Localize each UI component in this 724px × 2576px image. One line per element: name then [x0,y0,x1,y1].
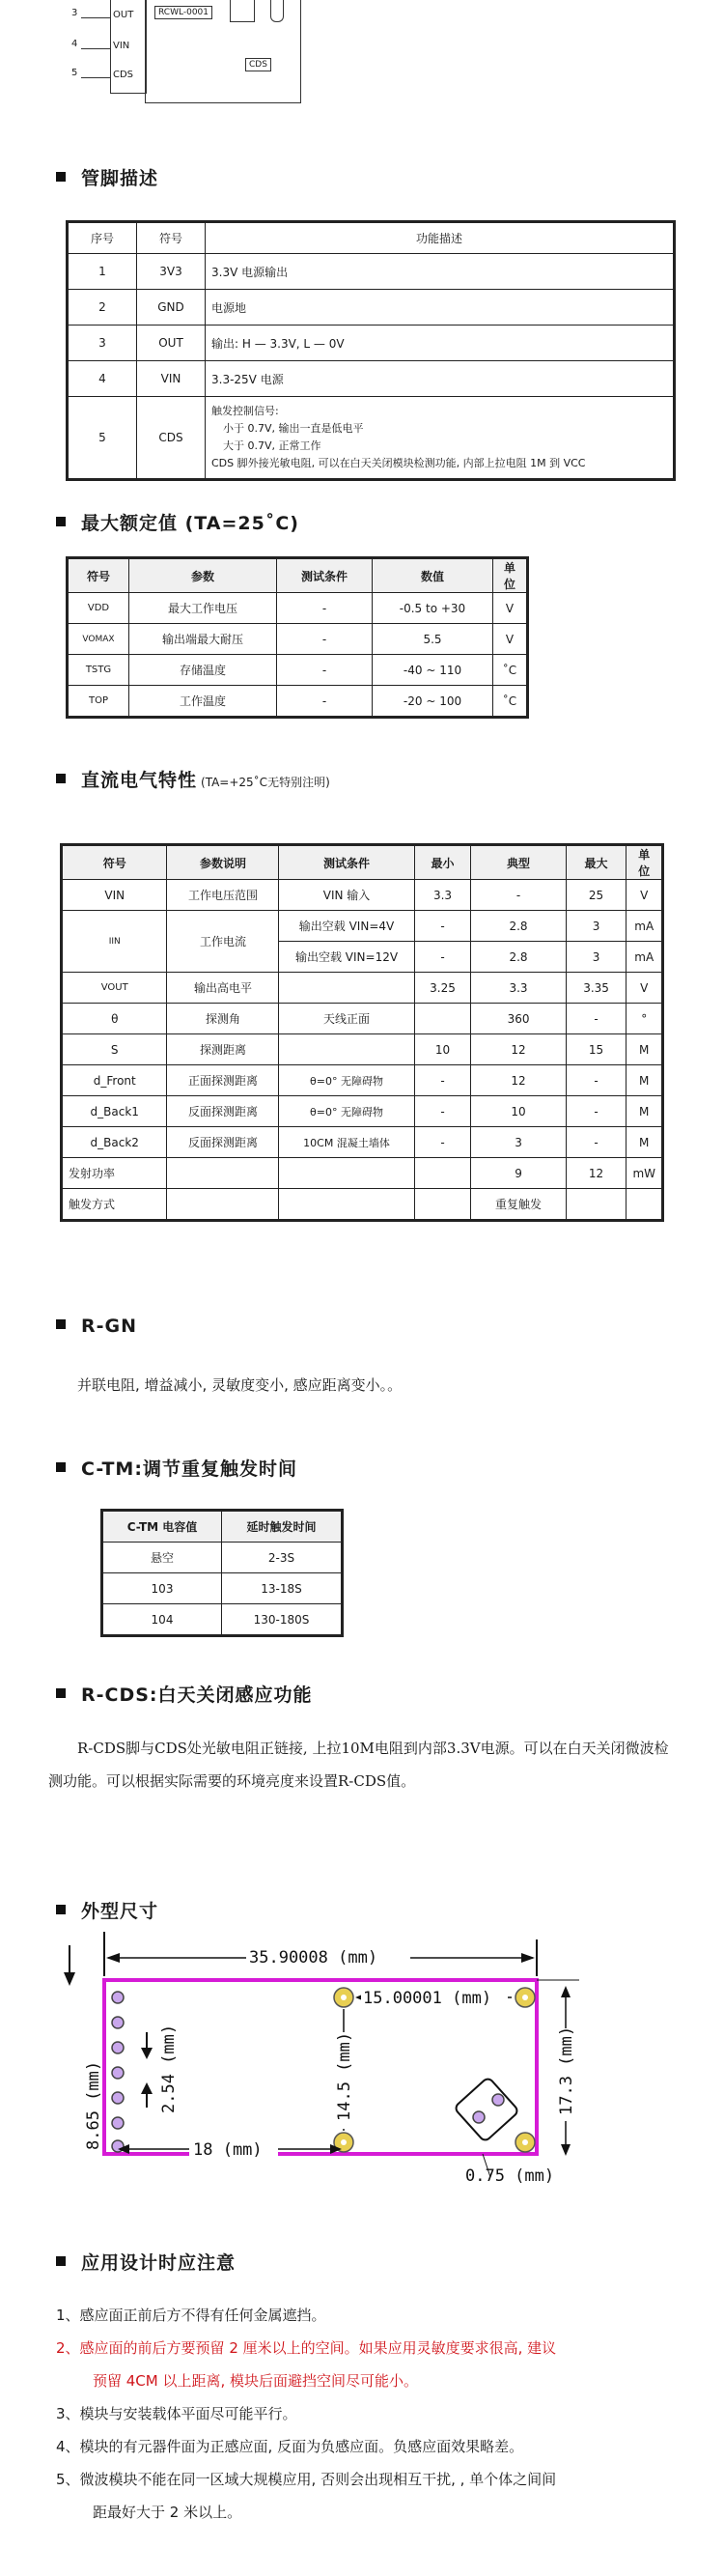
table-cell: M [627,1065,663,1096]
table-cell: 最大工作电压 [129,593,277,624]
table-cell: OUT [137,326,206,361]
table-row [68,361,675,397]
table-cell: 3.25 [414,973,471,1004]
rcds-line: 测功能。可以根据实际需要的环境亮度来设置R-CDS值。 [48,1772,416,1790]
table-cell: ˚C [493,686,528,718]
table-cell [167,1158,279,1189]
table-cell: 3.3 [414,880,471,911]
table-row [102,1604,343,1636]
pin-header [112,1992,124,2152]
table-cell: 2-3S [222,1543,343,1573]
pin-label-out: OUT [113,10,134,20]
table-row [68,290,675,326]
table-cell: 12 [471,1065,566,1096]
table-cell: - [566,1096,627,1127]
table-cell: 10 [414,1034,471,1065]
table-cell: 天线正面 [279,1004,414,1034]
table-header: 序号 [68,222,137,254]
table-cell: 3.3V 电源输出 [206,254,675,290]
table-header-row [68,222,675,254]
pin-number-4: 4 [71,39,78,49]
table-cell: V [493,593,528,624]
table-row [68,326,675,361]
table-row [62,1004,663,1034]
cds-desc-line: 小于 0.7V, 输出一直是低电平 [223,422,364,435]
table-cell: θ=0° 无障碍物 [279,1065,414,1096]
dim-section-title: 外型尺寸 [56,1897,158,1923]
table-cell: mA [627,911,663,942]
top-fragment [0,0,724,106]
note-item: 预留 4CM 以上距离, 模块后面避挡空间尽可能小。 [93,2372,419,2390]
rcds-line: R-CDS脚与CDS处光敏电阻正链接, 上拉10M电阻到内部3.3V电源。可以在白天关闭微波检 [77,1740,669,1757]
table-cell: V [627,880,663,911]
table-cell [206,397,675,480]
table-cell: θ [62,1004,167,1034]
table-cell: 输出空载 VIN=4V [279,911,414,942]
table-cell: 输出: H — 3.3V, L — 0V [206,326,675,361]
table-header: 测试条件 [279,845,414,880]
table-cell: 触发方式 [62,1189,167,1221]
cds-desc-line: 大于 0.7V, 正常工作 [223,439,321,452]
table-cell: IIN [62,911,167,973]
table-row [62,1158,663,1189]
table-header: 参数说明 [167,845,279,880]
table-cell: 5.5 [373,624,493,655]
table-cell [566,1189,627,1221]
table-cell: 25 [566,880,627,911]
table-cell: d_Back2 [62,1127,167,1158]
table-cell: 工作温度 [129,686,277,718]
table-cell: 2 [68,290,137,326]
table-cell: - [277,686,373,718]
table-cell: VIN [137,361,206,397]
table-cell: VIN 输入 [279,880,414,911]
cds-desc-line: CDS 脚外接光敏电阻, 可以在白天关闭模块检测功能, 内部上拉电阻 1M 到 VCC [211,457,586,469]
table-row [102,1543,343,1573]
table-row [68,593,528,624]
table-header: 数值 [373,558,493,593]
table-cell: - [414,1127,471,1158]
table-cell: -0.5 to +30 [373,593,493,624]
table-row [62,1065,663,1096]
table-cell: VOMAX [68,624,129,655]
table-row [62,911,663,942]
sensor-outline [454,2077,519,2142]
table-cell: 悬空 [102,1543,222,1573]
rgn-text: 并联电阻, 增益减小, 灵敏度变小, 感应距离变小。。 [77,1376,403,1394]
table-cell: VIN [62,880,167,911]
table-cell: - [414,1065,471,1096]
table-row [68,624,528,655]
table-cell: ° [627,1004,663,1034]
table-cell: 9 [471,1158,566,1189]
offset-label: 18 (mm) [193,2140,263,2160]
rcds-text [48,1735,695,1795]
table-cell [279,1158,414,1189]
note-item: 距最好大于 2 米以上。 [93,2504,242,2521]
ctm-section-title: C-TM:调节重复触发时间 [56,1455,297,1481]
table-cell: 反面探测距离 [167,1096,279,1127]
table-cell: - [277,655,373,686]
table-cell: 工作电压范围 [167,880,279,911]
table-cell: GND [137,290,206,326]
table-cell: 360 [471,1004,566,1034]
table-cell: VDD [68,593,129,624]
note-item: 2、感应面的前后方要预留 2 厘米以上的空间。如果应用灵敏度要求很高, 建议 [56,2339,557,2357]
table-cell: -20 ~ 100 [373,686,493,718]
table-cell: 输出端最大耐压 [129,624,277,655]
table-header: 符号 [137,222,206,254]
table-row [68,254,675,290]
inner-height-label: 14.5 (mm) [335,2031,354,2121]
table-cell: - [277,593,373,624]
table-cell [414,1158,471,1189]
table-cell: - [277,624,373,655]
table-cell: 4 [68,361,137,397]
table-cell: VOUT [62,973,167,1004]
cds-label: CDS [245,58,271,71]
ctm-table [100,1509,344,1637]
length-label: 35.90008 (mm) [249,1948,378,1967]
table-cell [414,1004,471,1034]
table-cell: 存储温度 [129,655,277,686]
table-cell: 输出高电平 [167,973,279,1004]
table-cell: M [627,1127,663,1158]
table-cell: CDS [137,397,206,480]
table-cell: 探测角 [167,1004,279,1034]
table-row [68,655,528,686]
table-cell [167,1189,279,1221]
table-cell: 反面探测距离 [167,1127,279,1158]
table-cell: TSTG [68,655,129,686]
total-height-label: 17.3 (mm) [557,2025,576,2115]
note-item: 4、模块的有元器件面为正感应面, 反面为负感应面。负感应面效果略差。 [56,2438,524,2455]
hole-spacing-label: 15.00001 (mm) [363,1989,492,2008]
table-cell: 输出空载 VIN=12V [279,942,414,973]
table-cell: 3.3-25V 电源 [206,361,675,397]
table-cell: 3.3 [471,973,566,1004]
table-cell: 重复触发 [471,1189,566,1221]
table-row [62,880,663,911]
pin-number-5: 5 [71,68,78,78]
table-header: 单位 [627,845,663,880]
note-item: 5、微波模块不能在同一区域大规模应用, 否则会出现相互干扰, , 单个体之间间 [56,2471,557,2488]
table-cell: d_Front [62,1065,167,1096]
table-header: 延时触发时间 [222,1511,343,1543]
table-row [62,1189,663,1221]
pin-table [66,220,676,481]
table-cell: 12 [471,1034,566,1065]
table-cell: 3 [566,911,627,942]
table-header: 典型 [471,845,566,880]
table-row [62,1127,663,1158]
dc-table [60,843,664,1222]
table-cell: - [566,1065,627,1096]
table-cell: 12 [566,1158,627,1189]
height-label: 8.65 (mm) [84,2060,103,2150]
table-cell: - [471,880,566,911]
table-cell: 103 [102,1573,222,1604]
table-row [62,973,663,1004]
table-cell: 探测距离 [167,1034,279,1065]
chip-label: RCWL-0001 [154,6,212,19]
table-row [68,397,675,480]
rgn-section-title: R-GN [56,1316,137,1337]
table-header-row [62,845,663,880]
table-header: 最大 [566,845,627,880]
table-cell: 5 [68,397,137,480]
table-cell: d_Back1 [62,1096,167,1127]
max-rating-table [66,556,529,719]
table-cell: S [62,1034,167,1065]
notes-list [56,2299,556,2529]
table-cell: M [627,1034,663,1065]
table-header: 测试条件 [277,558,373,593]
dc-section-title: 直流电气特性 (TA=+25˚C无特别注明) [56,766,330,792]
table-cell: 工作电流 [167,911,279,973]
dc-section-subtitle: (TA=+25˚C无特别注明) [201,776,330,789]
table-header: 单位 [493,558,528,593]
table-cell: 10 [471,1096,566,1127]
table-cell: 130-180S [222,1604,343,1636]
table-header: C-TM 电容值 [102,1511,222,1543]
table-cell: 发射功率 [62,1158,167,1189]
table-cell: V [627,973,663,1004]
table-cell [627,1189,663,1221]
max-section-title: 最大额定值 (TA=25˚C) [56,509,299,535]
table-header: 符号 [62,845,167,880]
table-cell: - [414,942,471,973]
note-item: 3、模块与安装载体平面尽可能平行。 [56,2405,297,2422]
table-row [68,686,528,718]
table-header: 功能描述 [206,222,675,254]
table-cell: 3 [471,1127,566,1158]
table-cell: M [627,1096,663,1127]
table-cell: 104 [102,1604,222,1636]
table-cell: TOP [68,686,129,718]
table-cell: mA [627,942,663,973]
notes-section-title: 应用设计时应注意 [56,2249,236,2275]
table-header: 最小 [414,845,471,880]
pin-label-cds: CDS [113,70,134,80]
table-cell: 2.8 [471,911,566,942]
table-cell: 1 [68,254,137,290]
dimension-drawing [0,1932,724,2212]
pin-section-title: 管脚描述 [56,164,158,190]
table-cell: θ=0° 无障碍物 [279,1096,414,1127]
table-cell: 正面探测距离 [167,1065,279,1096]
table-cell: - [414,911,471,942]
table-cell [414,1189,471,1221]
table-row [62,1096,663,1127]
table-row [102,1573,343,1604]
table-cell: - [414,1096,471,1127]
table-cell: - [566,1127,627,1158]
small-label: 0.75 (mm) [465,2166,555,2186]
table-cell: V [493,624,528,655]
table-cell [279,1034,414,1065]
pin-label-vin: VIN [113,41,130,51]
table-header: 符号 [68,558,129,593]
table-cell: mW [627,1158,663,1189]
chip-outline [230,0,255,22]
table-header-row [102,1511,343,1543]
table-cell: ˚C [493,655,528,686]
table-cell: 13-18S [222,1573,343,1604]
table-cell: -40 ~ 110 [373,655,493,686]
table-row [62,1034,663,1065]
table-cell: - [566,1004,627,1034]
table-cell: 3 [68,326,137,361]
table-cell: 3.35 [566,973,627,1004]
table-cell: 3V3 [137,254,206,290]
table-header: 参数 [129,558,277,593]
table-cell: 电源地 [206,290,675,326]
cds-desc-line: 触发控制信号: [211,405,279,417]
table-cell: 10CM 混凝土墙体 [279,1127,414,1158]
table-cell: 2.8 [471,942,566,973]
pin-pitch-label: 2.54 (mm) [159,2024,179,2113]
table-cell [279,973,414,1004]
pin-number-3: 3 [71,8,78,18]
rcds-section-title: R-CDS:白天关闭感应功能 [56,1681,313,1707]
table-cell [279,1189,414,1221]
note-item: 1、感应面正前后方不得有任何金属遮挡。 [56,2307,326,2324]
table-cell: 15 [566,1034,627,1065]
table-cell: 3 [566,942,627,973]
table-header-row [68,558,528,593]
